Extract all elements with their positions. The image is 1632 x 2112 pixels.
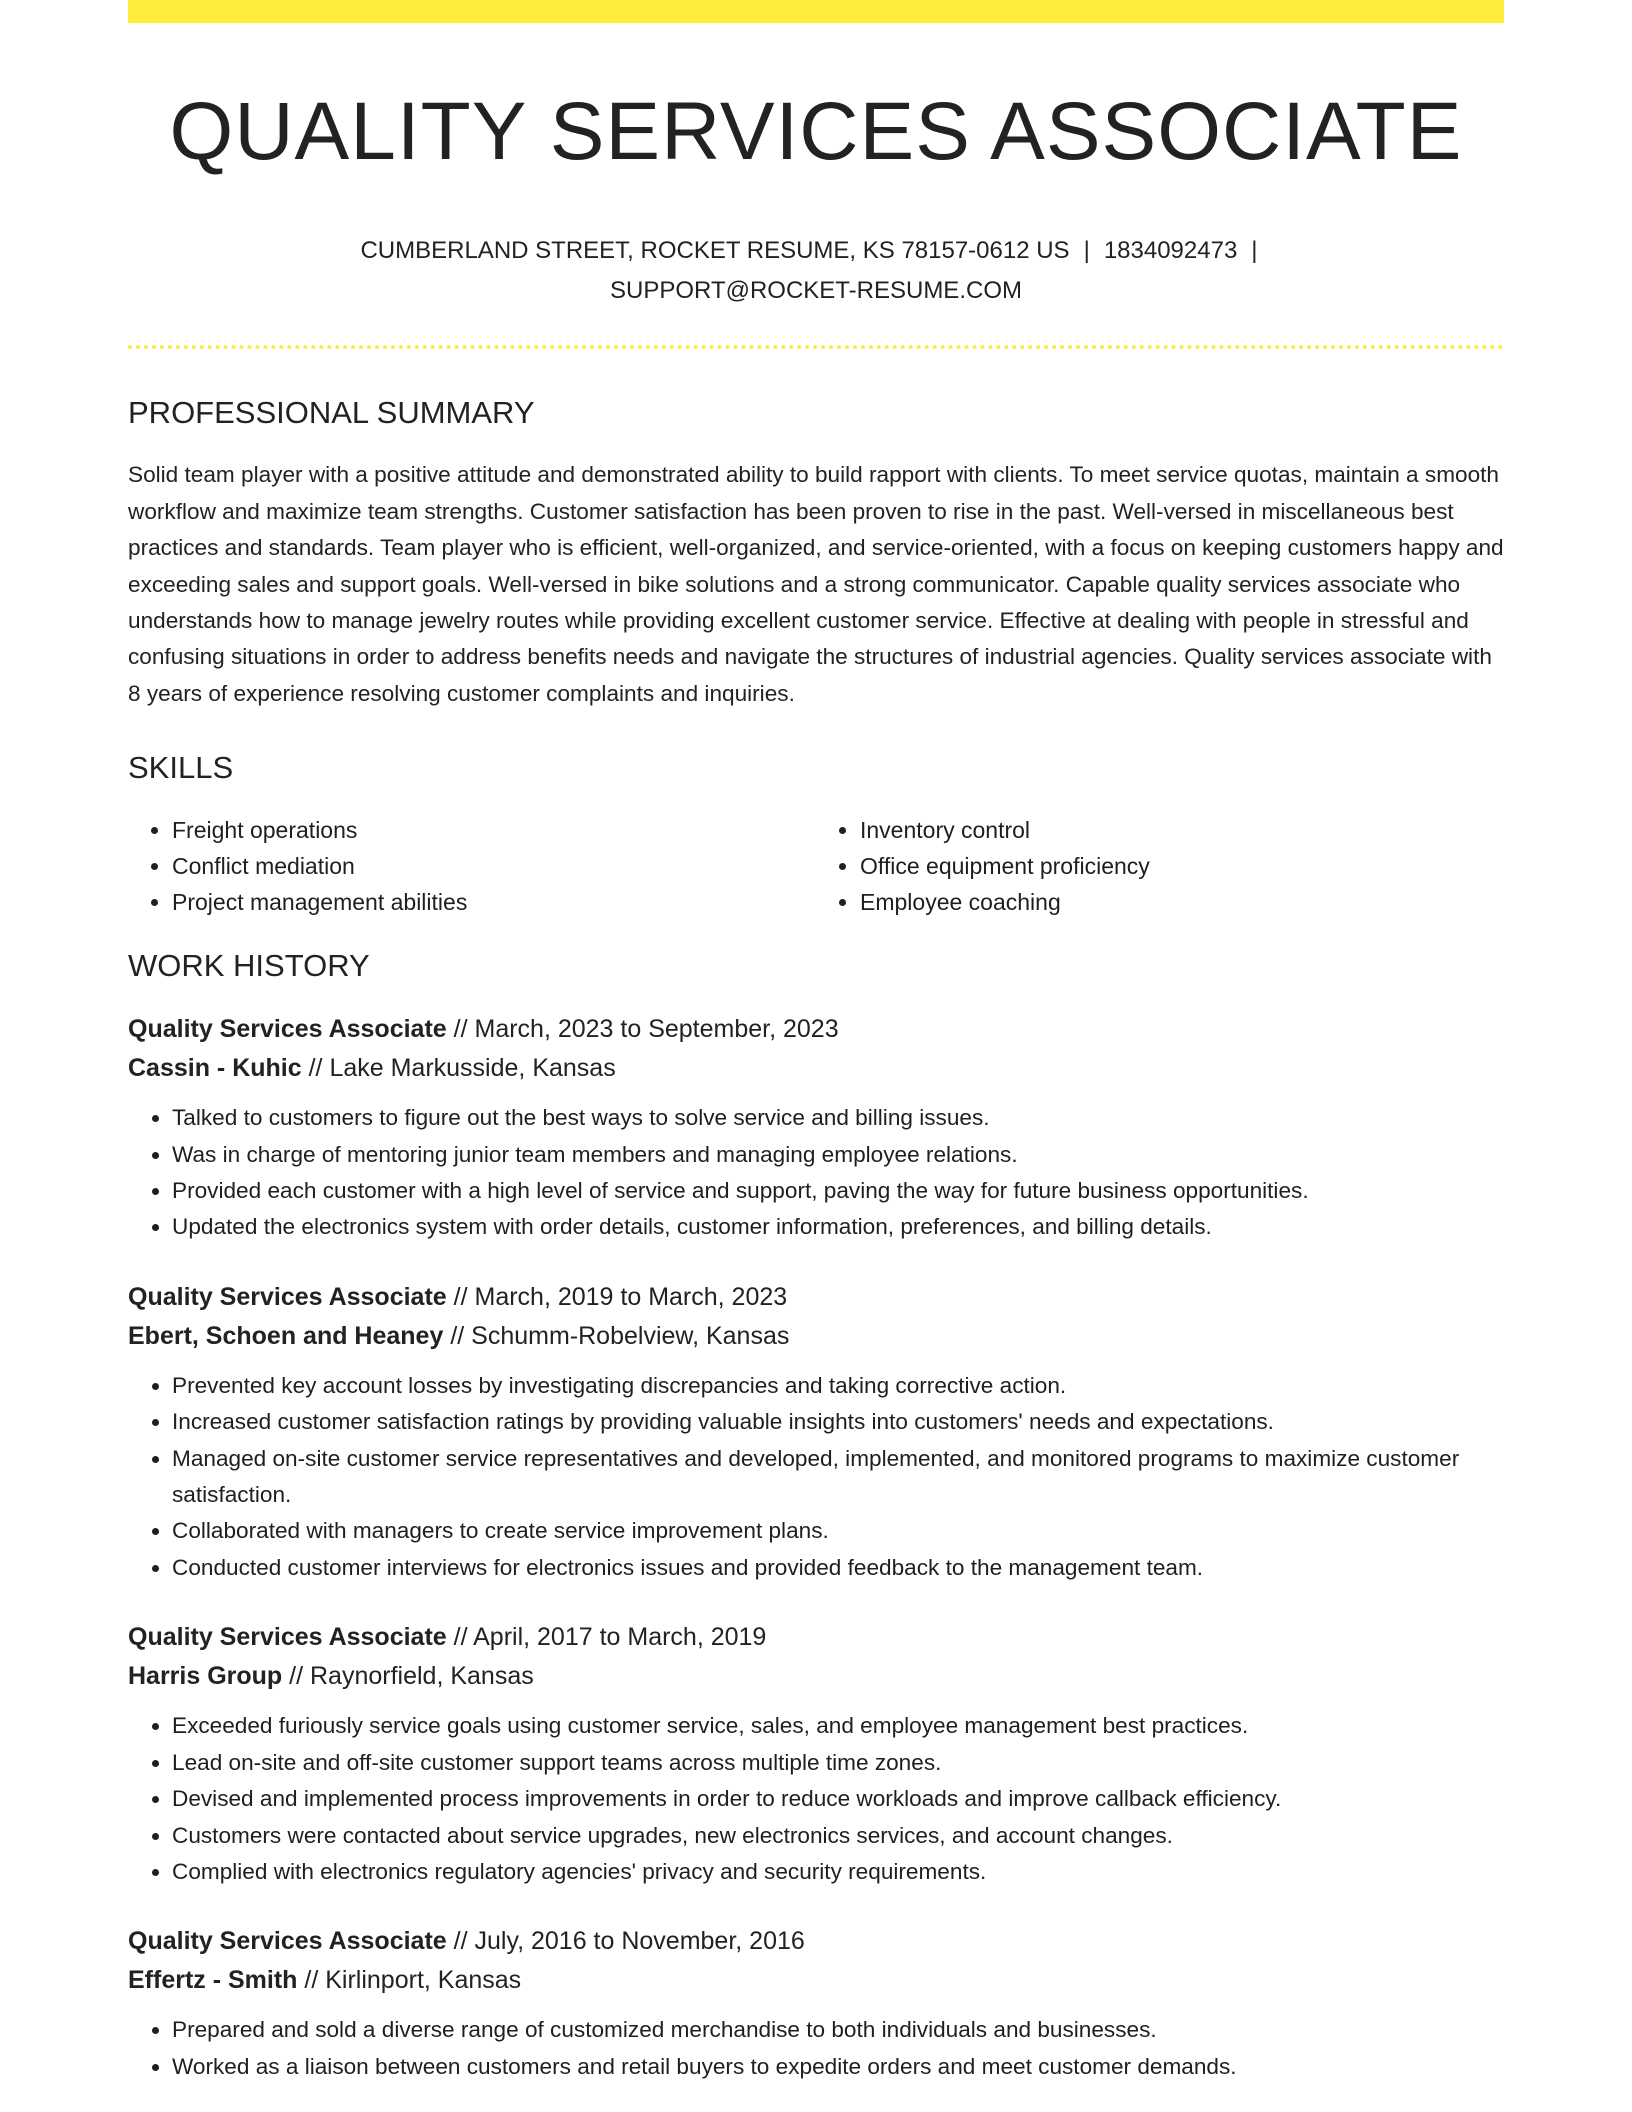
- skill-item: • Employee coaching: [860, 884, 1504, 920]
- job-company-line: [128, 1317, 1504, 1356]
- job-bullet: • Collaborated with managers to create service improvement plans.: [172, 1513, 1504, 1549]
- job-bullet: • Complied with electronics regulatory agencies' privacy and security requirements.: [172, 1854, 1504, 1890]
- job-entry: [128, 1278, 1504, 1586]
- job-location: // Schumm-Robelview, Kansas: [450, 1321, 790, 1350]
- job-bullet: • Increased customer satisfaction ratings by providing valuable insights into customers' needs and expectations.: [172, 1404, 1504, 1440]
- job-bullets: [128, 1100, 1504, 1246]
- job-company-line: [128, 1049, 1504, 1088]
- job-bullet: • Exceeded furiously service goals using customer service, sales, and employee management best practices.: [172, 1708, 1504, 1744]
- job-dates: // March, 2023 to September, 2023: [453, 1015, 839, 1044]
- job-location: // Kirlinport, Kansas: [304, 1966, 522, 1995]
- job-bullet: • Prevented key account losses by investigating discrepancies and taking corrective action.: [172, 1368, 1504, 1404]
- header-divider: [128, 345, 1504, 349]
- job-bullet: • Provided each customer with a high level of service and support, paving the way for future business opportunities.: [172, 1173, 1504, 1209]
- resume-page: [128, 0, 1504, 2085]
- contact-address: CUMBERLAND STREET, ROCKET RESUME, KS 78157-0612 US: [360, 237, 1070, 265]
- skill-item: • Conflict mediation: [172, 848, 816, 884]
- job-company-line: [128, 1657, 1504, 1696]
- header-accent-bar: [128, 0, 1504, 23]
- skills-column-left: [128, 812, 816, 920]
- contact-phone: 1834092473: [1103, 237, 1238, 265]
- job-role-line: [128, 1618, 1504, 1657]
- job-dates: // April, 2017 to March, 2019: [453, 1623, 767, 1652]
- job-role-line: [128, 1010, 1504, 1049]
- job-bullets: [128, 1708, 1504, 1890]
- job-entry: [128, 1922, 1504, 2085]
- skill-item: • Project management abilities: [172, 884, 816, 920]
- job-role: Quality Services Associate: [128, 1015, 447, 1044]
- job-bullet: • Talked to customers to figure out the best ways to solve service and billing issues.: [172, 1100, 1504, 1136]
- job-location: // Raynorfield, Kansas: [289, 1662, 534, 1691]
- job-role-line: [128, 1278, 1504, 1317]
- skill-item: • Office equipment proficiency: [860, 848, 1504, 884]
- resume-name: QUALITY SERVICES ASSOCIATE: [169, 86, 1463, 177]
- job-company: Cassin - Kuhic: [128, 1054, 302, 1083]
- summary-text: Solid team player with a positive attitude and demonstrated ability to build rapport with clients. To meet service quotas, maintain a smooth workflow and maximize team strengths. Customer satisfaction has been proven to rise in the past. Well-versed in miscellaneous best practices and standards. Team player who is efficient, well-organized, and service-oriented, with a focus on keeping customers happy and exceeding sales and support goals. Well-versed in bike solutions and a strong communicator. Capable quality services associate who understands how to manage jewelry routes while providing excellent customer service. Effective at dealing with people in stressful and confusing situations in order to address benefits needs and navigate the structures of industrial agencies. Quality services associate with 8 years of experience resolving customer complaints and inquiries.: [128, 462, 1504, 706]
- job-bullet: • Devised and implemented process improvements in order to reduce workloads and improve callback efficiency.: [172, 1781, 1504, 1817]
- job-company: Harris Group: [128, 1662, 283, 1691]
- skill-item: • Inventory control: [860, 812, 1504, 848]
- section-title-work-history: WORK HISTORY: [128, 948, 370, 984]
- job-role-line: [128, 1922, 1504, 1961]
- job-dates: // March, 2019 to March, 2023: [453, 1282, 788, 1311]
- contact-separator: |: [1251, 237, 1258, 265]
- contact-separator: |: [1083, 237, 1090, 265]
- job-bullet: • Prepared and sold a diverse range of customized merchandise to both individuals and businesses.: [172, 2012, 1504, 2048]
- contact-info: [128, 231, 1504, 311]
- job-role: Quality Services Associate: [128, 1282, 447, 1311]
- job-dates: // July, 2016 to November, 2016: [453, 1927, 805, 1956]
- job-role: Quality Services Associate: [128, 1623, 447, 1652]
- skills-column-right: [816, 812, 1504, 920]
- skill-item: • Freight operations: [172, 812, 816, 848]
- job-bullet: • Customers were contacted about service upgrades, new electronics services, and account changes.: [172, 1818, 1504, 1854]
- job-entry: [128, 1010, 1504, 1246]
- job-bullet: • Was in charge of mentoring junior team members and managing employee relations.: [172, 1137, 1504, 1173]
- job-bullets: [128, 1368, 1504, 1586]
- job-bullet: • Lead on-site and off-site customer support teams across multiple time zones.: [172, 1745, 1504, 1781]
- section-title-skills: SKILLS: [128, 750, 234, 786]
- job-bullet: • Conducted customer interviews for electronics issues and provided feedback to the management team.: [172, 1550, 1504, 1586]
- job-company: Ebert, Schoen and Heaney: [128, 1321, 444, 1350]
- section-title-summary: PROFESSIONAL SUMMARY: [128, 395, 535, 431]
- job-location: // Lake Markusside, Kansas: [308, 1054, 616, 1083]
- skills-list: [128, 812, 1504, 920]
- job-bullet: • Worked as a liaison between customers and retail buyers to expedite orders and meet customer demands.: [172, 2049, 1504, 2085]
- job-bullet: • Updated the electronics system with order details, customer information, preferences, and billing details.: [172, 1209, 1504, 1245]
- job-bullets: [128, 2012, 1504, 2085]
- job-role: Quality Services Associate: [128, 1927, 447, 1956]
- contact-email: SUPPORT@ROCKET-RESUME.COM: [610, 277, 1022, 305]
- job-bullet: • Managed on-site customer service representatives and developed, implemented, and monitored programs to maximize customer satisfaction.: [172, 1441, 1504, 1514]
- job-entry: [128, 1618, 1504, 1890]
- job-company-line: [128, 1961, 1504, 2000]
- job-company: Effertz - Smith: [128, 1966, 298, 1995]
